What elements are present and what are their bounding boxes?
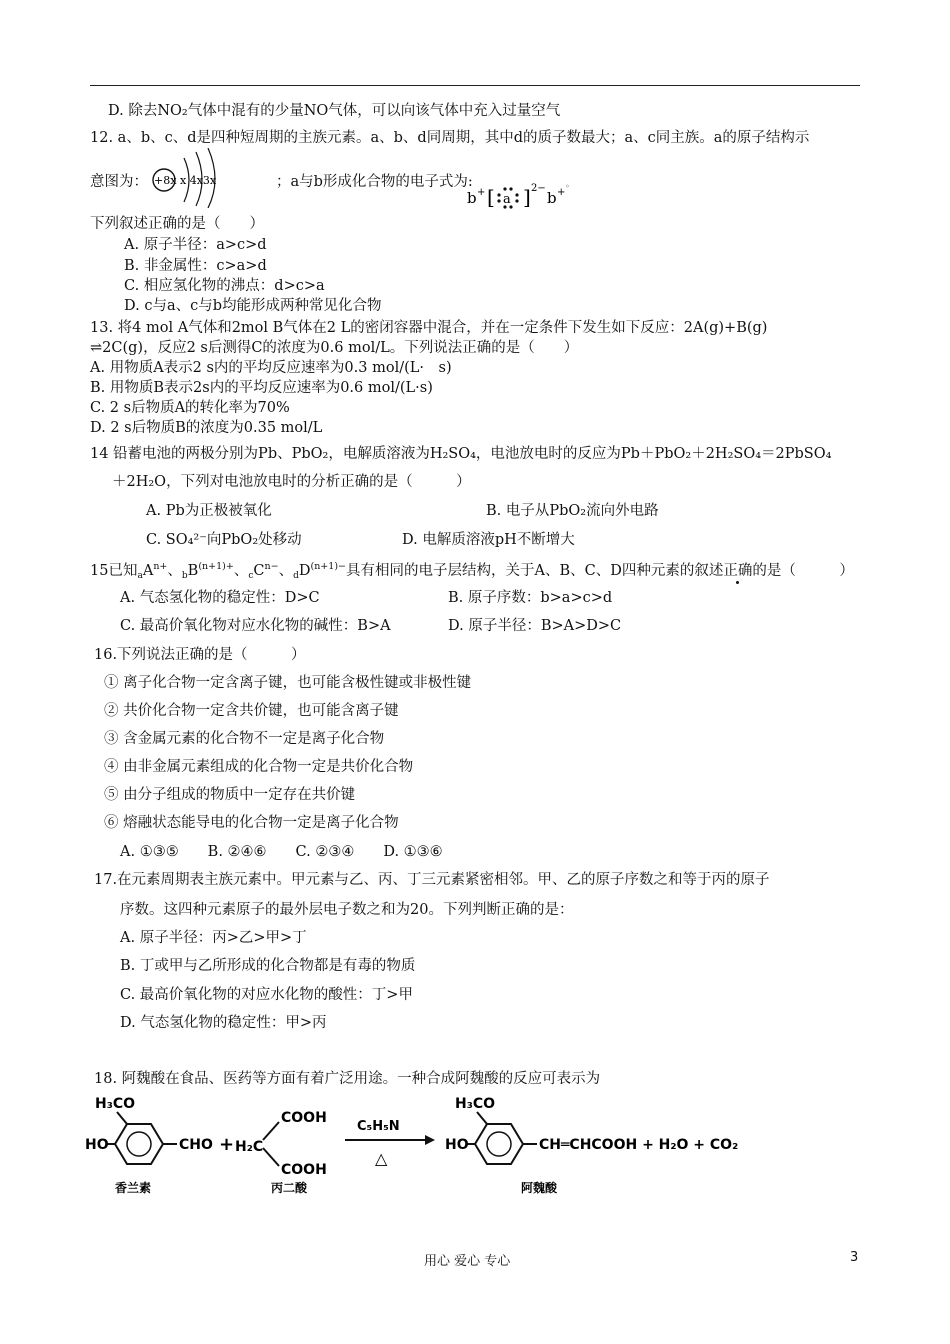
q13-stem: 13. 将4 mol A气体和2mol B气体在2 L的密闭容器中混合，并在一定条件下发生如下反应：2A(g)+B(g) — [90, 320, 768, 336]
vanillin-methoxy: H₃CO — [95, 1096, 136, 1112]
q16-item-5: ⑤ 由分子组成的物质中一定存在共价键 — [104, 787, 356, 803]
malonic-acid-label: 丙二酸 — [271, 1181, 308, 1195]
q14-option-a: A. Pb为正极被氧化 — [146, 503, 272, 519]
q17-option-d: D. 气态氢化物的稳定性：甲>丙 — [120, 1015, 327, 1031]
q17-stem-line2: 序数。这四种元素原子的最外层电子数之和为20。下列判断正确的是： — [120, 902, 574, 918]
vanillin-aldehyde: CHO — [179, 1137, 213, 1153]
malonic-ch2: H₂C — [235, 1139, 264, 1155]
q12-lead: 下列叙述正确的是（ ） — [90, 216, 264, 232]
svg-text:◦: ◦ — [565, 182, 570, 191]
heat-symbol: △ — [375, 1149, 388, 1168]
q15-option-c: C. 最高价氧化物对应水化物的碱性：B>A — [120, 618, 391, 634]
q14-option-b: B. 电子从PbO₂流向外电路 — [486, 503, 659, 519]
page-number: 3 — [850, 1250, 859, 1265]
svg-text:+: + — [557, 187, 566, 198]
atom-structure-diagram — [150, 148, 250, 208]
atom-nucleus: +8x — [154, 174, 177, 187]
electron-formula-diagram — [465, 175, 585, 215]
q12-option-c: C. 相应氢化物的沸点：d>c>a — [124, 278, 325, 294]
q13-stem-line2: ⇌2C(g)，反应2 s后测得C的浓度为0.6 mol/L。下列说法正确的是（ ） — [90, 340, 579, 356]
reagent-label: C₅H₅N — [357, 1119, 400, 1134]
q13-option-c: C. 2 s后物质A的转化率为70% — [90, 400, 290, 416]
q13-option-d: D. 2 s后物质B的浓度为0.35 mol/L — [90, 420, 323, 436]
q15-option-a: A. 气态氢化物的稳定性：D>C — [120, 590, 320, 606]
plus-sign: + — [219, 1134, 235, 1155]
svg-text:]: ] — [523, 185, 531, 209]
svg-text:[: [ — [487, 185, 495, 209]
q12-stem-line2 — [90, 172, 473, 192]
atom-shell-electrons: x 4x3x — [180, 174, 217, 187]
q15-stem-middle: 具有相同的电子层结构，关于A、B、C、D四种元素的叙述 — [345, 563, 724, 579]
q15-stem-end: 的是（ ） — [752, 563, 854, 579]
q17-stem: 17.在元素周期表主族元素中。甲元素与乙、丙、丁三元素紧密相邻。甲、乙的原子序数之和等于丙的原子 — [94, 872, 770, 888]
ferulic-acid-label: 阿魏酸 — [521, 1181, 558, 1195]
svg-text:a: a — [503, 192, 511, 207]
q14-option-d: D. 电解质溶液pH不断增大 — [402, 532, 575, 548]
q13-option-b: B. 用物质B表示2s内的平均反应速率为0.6 mol/(L·s) — [90, 380, 433, 396]
q13-option-a: A. 用物质A表示2 s内的平均反应速率为0.3 mol/(L· s) — [90, 360, 452, 376]
q17-option-c: C. 最高价氧化物的对应水化物的酸性：丁>甲 — [120, 987, 413, 1003]
header-rule — [90, 85, 860, 86]
q16-item-2: ② 共价化合物一定含共价键，也可能含离子键 — [104, 703, 399, 719]
q15-stem-emphasis: 正确 — [723, 563, 753, 579]
vanillin-structure — [85, 1096, 213, 1195]
q12-option-d: D. c与a、c与b均能形成两种常见化合物 — [124, 298, 382, 314]
reaction-arrow — [345, 1119, 435, 1168]
q12-option-b: B. 非金属性：c>a>d — [124, 258, 267, 274]
malonic-cooh-top: COOH — [281, 1110, 327, 1126]
q16-choices: A. ①③⑤ B. ②④⑥ C. ②③④ D. ①③⑥ — [120, 844, 443, 860]
q14-stem-line2: ＋2H₂O，下列对电池放电时的分析正确的是（ ） — [112, 474, 471, 490]
q15-option-b: B. 原子序数：b>a>c>d — [448, 590, 613, 606]
q16-item-3: ③ 含金属元素的化合物不一定是离子化合物 — [104, 731, 385, 747]
q12-stem-suffix: ；a与b形成化合物的电子式为: — [276, 174, 473, 190]
svg-text:+: + — [477, 187, 486, 198]
svg-text:b: b — [467, 189, 477, 207]
q12-option-a: A. 原子半径：a>c>d — [124, 237, 267, 253]
ferulic-hydroxyl: HO — [445, 1137, 469, 1153]
malonic-acid-structure — [235, 1110, 327, 1195]
vanillin-label: 香兰素 — [115, 1181, 152, 1195]
q11-option-d: D. 除去NO₂气体中混有的少量NO气体，可以向该气体中充入过量空气 — [108, 103, 561, 119]
q16-item-6: ⑥ 熔融状态能导电的化合物一定是离子化合物 — [104, 815, 399, 831]
q15-option-d: D. 原子半径：B>A>D>C — [448, 618, 622, 634]
q17-option-a: A. 原子半径：丙>乙>甲>丁 — [120, 930, 307, 946]
ferulic-methoxy: H₃CO — [455, 1096, 496, 1112]
svg-text:b: b — [547, 189, 557, 207]
footer-slogan: 用心 爱心 专心 — [424, 1254, 511, 1269]
q16-item-4: ④ 由非金属元素组成的化合物一定是共价化合物 — [104, 759, 414, 775]
q15-stem: 15已知$_aA^{n+}$、$_bB^{(n+1)+}$、$_cC^{n-}$、$_dD^{(n+1)-}$具有相同的电子层结构，关于A、B、C、D四种元素的叙述正确的是（ ） — [90, 561, 854, 581]
q18-stem: 18. 阿魏酸在食品、医药等方面有着广泛用途。一种合成阿魏酸的反应可表示为 — [94, 1071, 601, 1087]
q14-stem: 14 铅蓄电池的两极分别为Pb、PbO₂，电解质溶液为H₂SO₄，电池放电时的反应为Pb＋PbO₂＋2H₂SO₄＝2PbSO₄ — [90, 446, 832, 462]
q16-stem: 16.下列说法正确的是（ ） — [94, 647, 306, 663]
q16-item-1: ① 离子化合物一定含离子键，也可能含极性键或非极性键 — [104, 675, 472, 691]
vanillin-hydroxyl: HO — [85, 1137, 109, 1153]
malonic-cooh-bottom: COOH — [281, 1162, 327, 1178]
q12-stem: 12. a、b、c、d是四种短周期的主族元素。a、b、d同周期，其中d的质子数最大；a、c同主族。a的原子结构示 — [90, 130, 810, 146]
reaction-scheme — [85, 1090, 765, 1200]
ferulic-side-chain: CH═CHCOOH + H₂O + CO₂ — [539, 1137, 739, 1153]
q15-stem-start: 15已知 — [90, 563, 138, 579]
svg-text:2−: 2− — [531, 183, 546, 194]
ferulic-acid-structure — [445, 1096, 738, 1195]
q14-option-c: C. SO₄²⁻向PbO₂处移动 — [146, 532, 302, 548]
q12-stem-prefix: 意图为： — [90, 174, 148, 190]
q17-option-b: B. 丁或甲与乙所形成的化合物都是有毒的物质 — [120, 958, 416, 974]
